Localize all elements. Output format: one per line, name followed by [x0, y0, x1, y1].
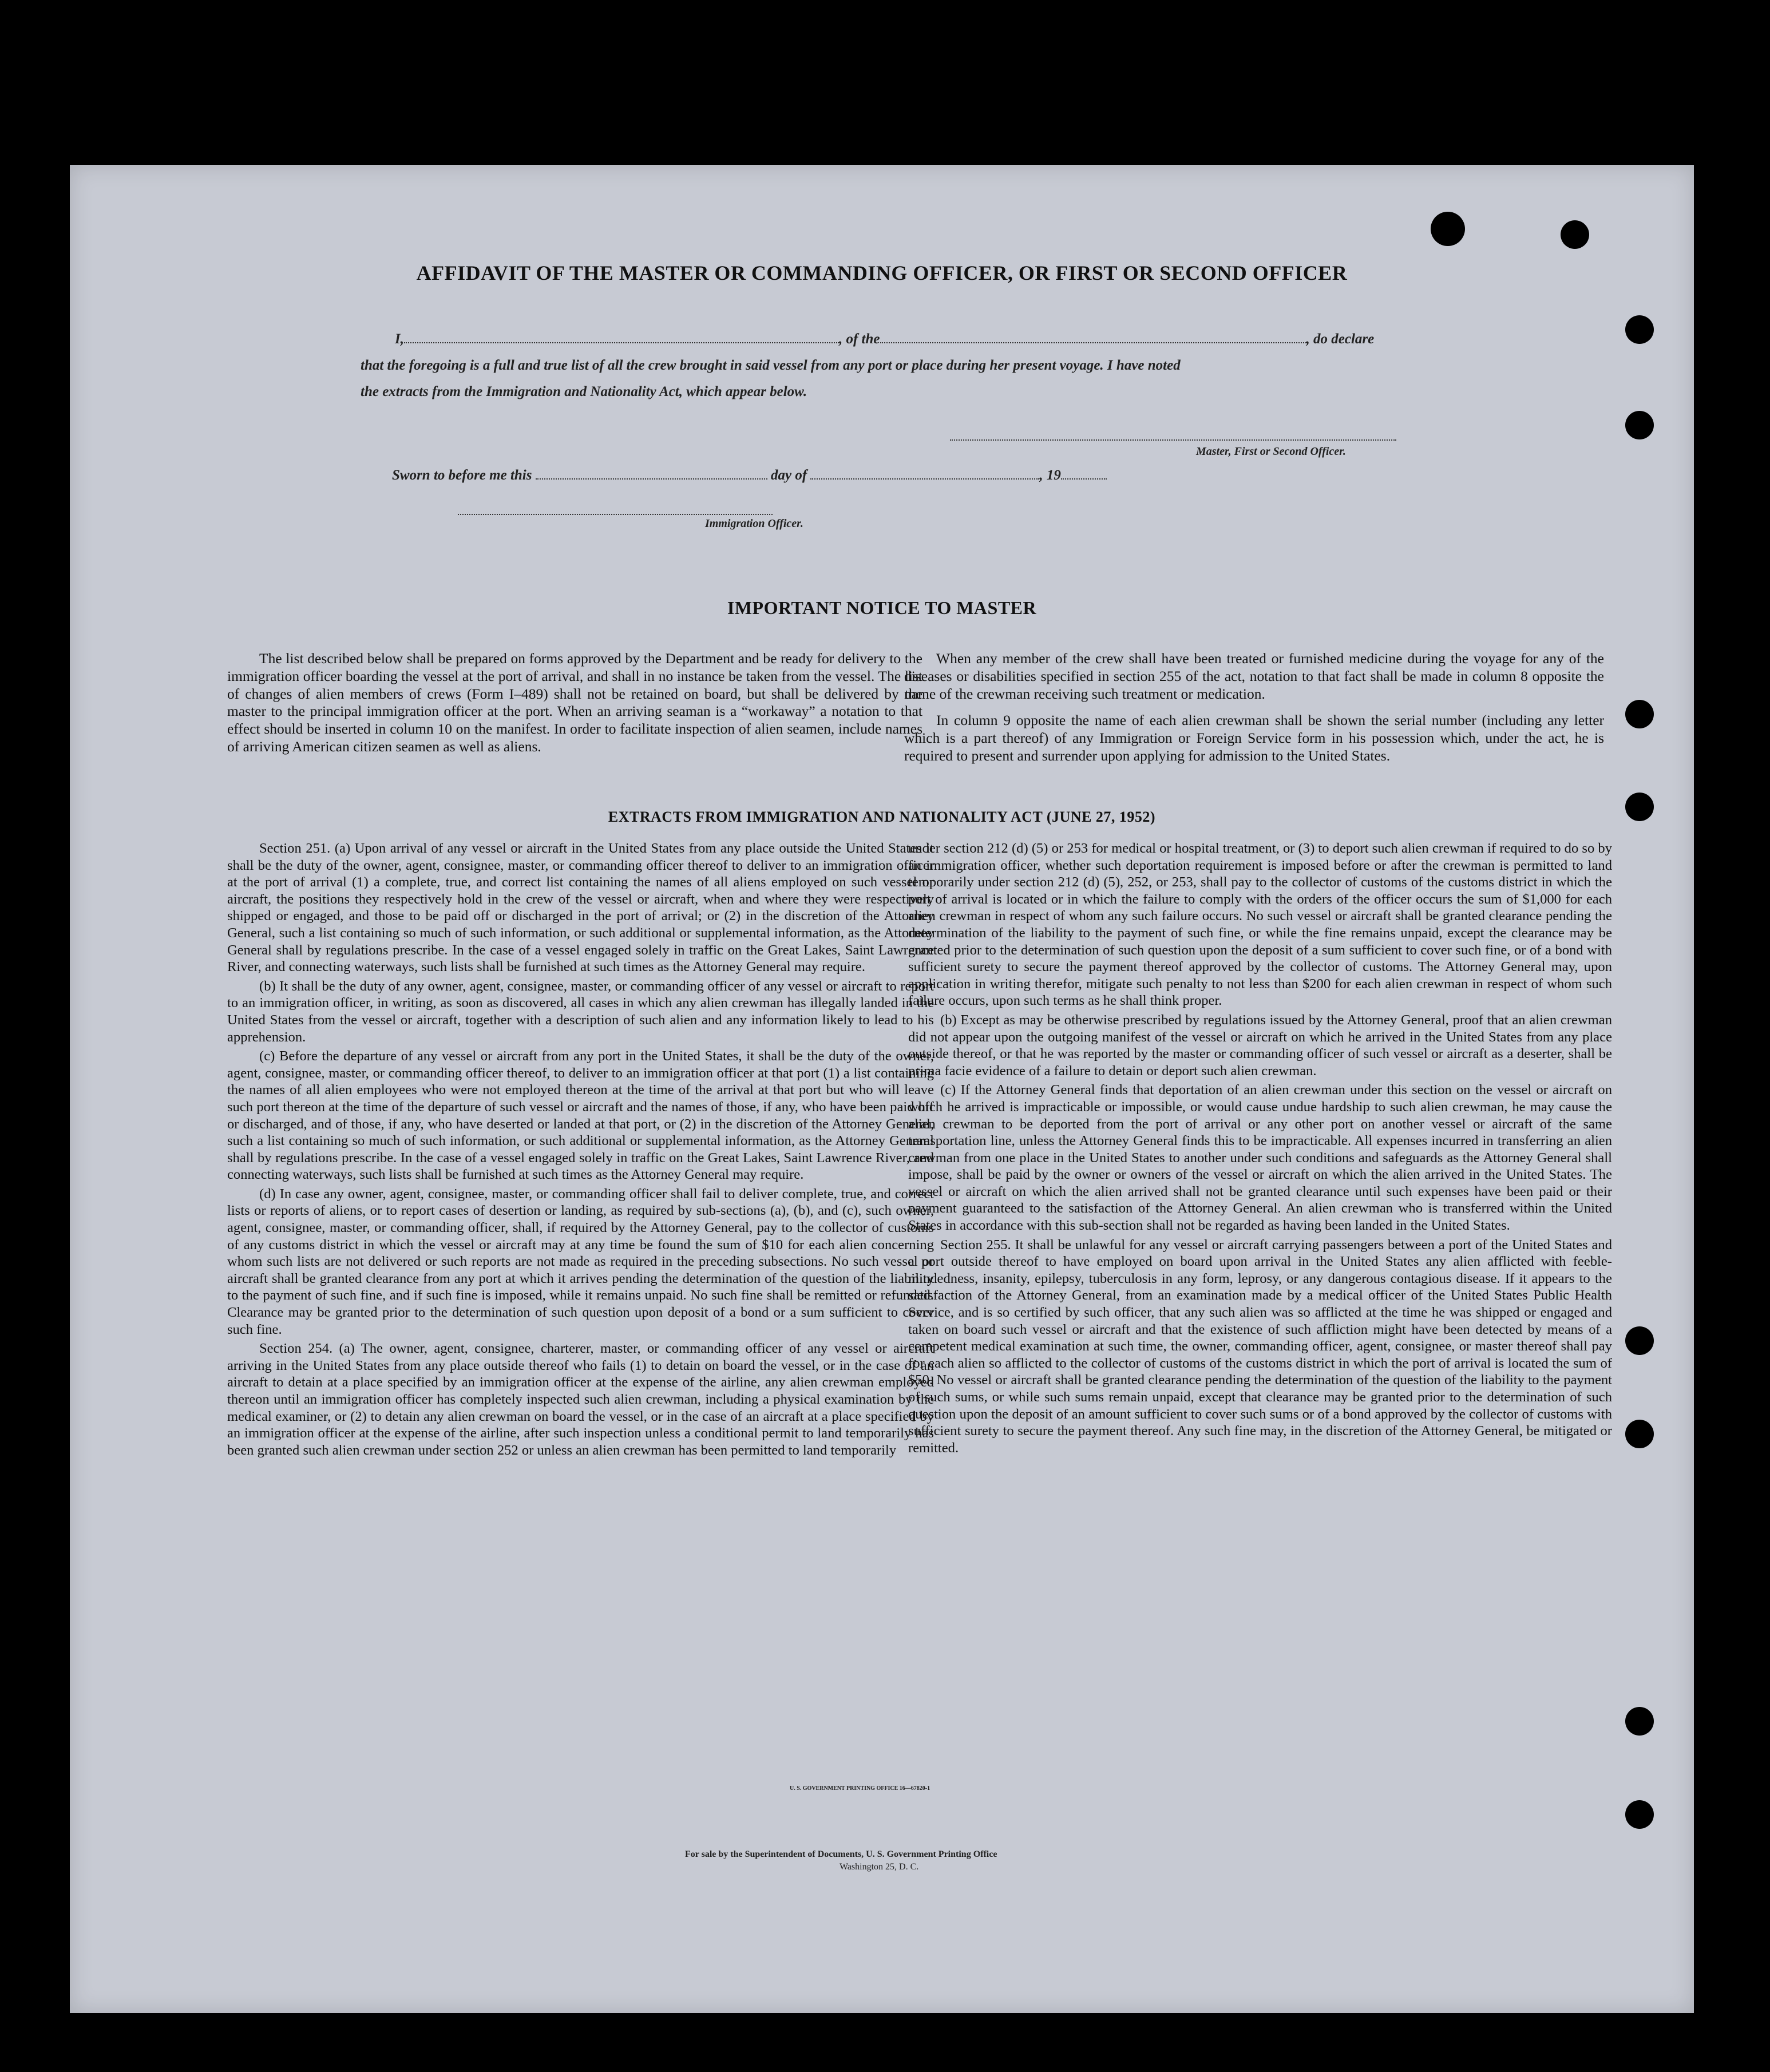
- extract-left-paragraph: Section 251. (a) Upon arrival of any vessel or aircraft in the United States from any place outside the United States it shall be the duty of the owner, agent, consignee, master, or commanding officer thereof to deliver to an immigration officer at the port of arrival (1) a complete, true, and correct list containing the names of all aliens employed on such vessel or aircraft, the positions they respectively hold in the crew of the vessel or aircraft, when and where they were respectively shipped or engaged, and those to be paid off or discharged in the port of arrival; or (2) in the discretion of the Attorney General, such a list containing so much of such information, or such additional or supplemental information, as the Attorney General shall by regulations prescribe. In the case of a vessel engaged solely in traffic on the Great Lakes, Saint Lawrence River, and connecting waterways, such lists shall be furnished at such times as the Attorney General may require.: [227, 841, 934, 975]
- notice-left-paragraph: The list described below shall be prepared on forms approved by the Department and be ready for delivery to the immigration officer boarding the vessel at the port of arrival, and shall in no instance be taken from the vessel. The list of changes of alien members of crews (Form I–489) shall not be retained on board, but shall be delivered by the master to the principal immigration officer at the port. When an arriving seaman is a “workaway” a notation to that effect should be inserted in column 10 on the manifest. In order to facilitate inspection of alien seamen, include names of arriving American citizen seamen as well as aliens.: [227, 650, 922, 755]
- torn-hole: [1431, 212, 1465, 246]
- notice-left-column: [227, 650, 922, 758]
- master-signature-line: [950, 428, 1396, 441]
- extract-right-paragraph: (b) Except as may be otherwise prescribed by regulations issued by the Attorney General, proof that an alien crewman did not appear upon the outgoing manifest of the vessel or aircraft on which he arrived in the United States from any place outside thereof, or that he was reported by the master or commanding officer of such vessel or aircraft as a deserter, shall be prima facie evidence of a failure to detain or deport such alien crewman.: [908, 1012, 1612, 1079]
- extracts-left-column: [227, 840, 934, 1461]
- notice-right-column: [904, 650, 1604, 767]
- notice-title: IMPORTANT NOTICE TO MASTER: [727, 597, 1037, 618]
- extract-right-paragraph: (c) If the Attorney General finds that deportation of an alien crewman under this section on the vessel or aircraft on which he arrived is impracticable or impossible, or would cause undue hardship to such alien crewman, he may cause the alien crewman to be deported from the port of arrival or any other port on another vessel or aircraft of the same transportation line, unless the Attorney General finds this to be impracticable. All expenses incurred in transferring an alien crewman from one place in the United States to another under such conditions and safeguards as the Attorney General shall impose, shall be paid by the owner or owners of the vessel or aircraft on which the alien arrived in the United States. The vessel or aircraft on which the alien arrived shall not be granted clearance until such expenses have been paid or their payment guaranteed to the satisfaction of the Attorney General. An alien crewman who is transferred within the United States in accordance with this sub-section shall not be regarded as having been landed in the United States.: [908, 1082, 1612, 1234]
- punch-hole: [1625, 1800, 1654, 1829]
- extracts-right-column: [908, 840, 1612, 1459]
- extract-left-paragraph: (c) Before the departure of any vessel or aircraft from any port in the United States, it shall be the duty of the owner, agent, consignee, master, or commanding officer thereof, to deliver to an immigration officer at that port (1) a list containing the names of all alien employees who were not employed thereon at the time of the arrival at that port but who will leave such port thereon at the time of the departure of such vessel or aircraft and the names of those, if any, who have been paid off or discharged, and of those, if any, who have deserted or landed at that port, or (2) in the discretion of the Attorney General, such a list containing so much of such information, or such additional or supplemental information, as the Attorney General shall by regulations prescribe. In the case of a vessel engaged solely in traffic on the Great Lakes, Saint Lawrence River, and connecting waterways, such lists shall be furnished at such times as the Attorney General may require.: [227, 1048, 934, 1183]
- punch-hole: [1625, 315, 1654, 344]
- sworn-month-blank: [810, 467, 1039, 480]
- notice-right-paragraph-1: When any member of the crew shall have been treated or furnished medicine during the voyage for any of the diseases or disabilities specified in section 255 of the act, notation to that fact shall be made in column 8 opposite the name of the crewman receiving such treatment or medication.: [904, 650, 1604, 702]
- extract-left-paragraph: (d) In case any owner, agent, consignee, master, or commanding officer shall fail to deliver complete, true, and correct lists or reports of aliens, or to report cases of desertion or landing, as required by sub-sections (a), (b), and (c), such owner, agent, consignee, master, or commanding officer, shall, if required by the Attorney General, pay to the collector of customs of any customs district in which the vessel or aircraft may at any time be found the sum of $10 for each alien concerning whom such lists are not delivered or such reports are not made as required in the preceding subsections. No such vessel or aircraft shall be granted clearance from any port at which it arrives pending the determination of the question of the liability to the payment of such fine, and if such fine is imposed, while it remains unpaid. No such fine shall be remitted or refunded. Clearance may be granted prior to the determination of such question upon deposit of a bond or a sum sufficient to cover such fine.: [227, 1186, 934, 1337]
- torn-hole: [1561, 220, 1589, 249]
- vessel-blank: [880, 331, 1306, 343]
- sworn-day-blank: [536, 467, 767, 480]
- affidavit-line-1: I, , of the , do declare: [395, 331, 1375, 347]
- sale-notice-line-2: Washington 25, D. C.: [840, 1862, 919, 1872]
- punch-hole: [1625, 411, 1654, 439]
- extracts-title: EXTRACTS FROM IMMIGRATION AND NATIONALITY ACT (JUNE 27, 1952): [608, 809, 1156, 825]
- sale-notice-line-1: For sale by the Superintendent of Documents, U. S. Government Printing Office: [685, 1849, 997, 1859]
- punch-hole: [1625, 700, 1654, 728]
- extract-left-paragraph: (b) It shall be the duty of any owner, agent, consignee, master, or commanding officer of any vessel or aircraft to report to an immigration officer, in writing, as soon as discovered, all cases in which any alien crewman has illegally landed in the United States from the vessel or aircraft, together with a description of such alien and any information likely to lead to his apprehension.: [227, 978, 934, 1045]
- affidavit-title: AFFIDAVIT OF THE MASTER OR COMMANDING OFFICER, OR FIRST OR SECOND OFFICER: [416, 262, 1348, 284]
- extract-right-paragraph: Section 255. It shall be unlawful for any vessel or aircraft carrying passengers between a port of the United States and a port outside thereof to have employed on board upon arrival in the United States any alien afflicted with feeble-mindedness, insanity, epilepsy, tuberculosis in any form, leprosy, or any dangerous contagious disease. If it appears to the satisfaction of the Attorney General, from an examination made by a medical officer of the United States Public Health Service, and is so certified by such officer, that any such alien was so afflicted at the time he was shipped or engaged and taken on board such vessel or aircraft and that the existence of such affliction might have been detected by means of a competent medical examination at such time, the owner, commanding officer, agent, consignee, or master thereof shall pay for each alien so afflicted to the collector of customs of the customs district in which the port of arrival is located the sum of $50. No vessel or aircraft shall be granted clearance pending the determination of the question of the liability to the payment of such sums, or while such sums remain unpaid, except that clearance may be granted prior to the determination of such question upon the deposit of an amount sufficient to cover such sums or of a bond approved by the collector of customs with sufficient surety to secure the payment thereof. Any such fine may, in the discretion of the Attorney General, be mitigated or remitted.: [908, 1237, 1612, 1456]
- extract-right-paragraph: under section 212 (d) (5) or 253 for medical or hospital treatment, or (3) to deport such alien crewman if required to do so by an immigration officer, whether such deportation requirement is imposed before or after the crewman is permitted to land temporarily under section 212 (d) (5), 252, or 253, shall pay to the collector of customs of the customs district in which the port of arrival is located or in which the failure to comply with the orders of the officer occurs the sum of $1,000 for each alien crewman in respect of whom any such failure occurs. No such vessel or aircraft shall be granted clearance pending the determination of the liability to the payment of such fine, or while the fine remains unpaid, except the clearance may be granted prior to the determination of such question upon the deposit of a sum sufficient to cover such fine, or of a bond with sufficient surety to secure the payment thereof approved by the collector of customs. The Attorney General may, upon application in writing therefor, mitigate such penalty to not less than $200 for each alien crewman in respect of whom such failure occurs, upon such terms as he shall think proper.: [908, 841, 1612, 1009]
- extract-left-paragraph: Section 254. (a) The owner, agent, consignee, charterer, master, or commanding officer of any vessel or aircraft arriving in the United States from any place outside thereof who fails (1) to detain on board the vessel, or in the case of an aircraft to detain at a place specified by an immigration officer at the expense of the airline, any alien crewman employed thereon until an immigration officer has completely inspected such alien crewman, including a physical examination by the medical examiner, or (2) to detain any alien crewman on board the vessel, or in the case of an aircraft at a place specified by an immigration officer at the expense of the airline, after such inspection unless a conditional permit to land temporarily has been granted such alien crewman under section 252 or unless an alien crewman has been permitted to land temporarily: [227, 1341, 934, 1458]
- punch-hole: [1625, 1326, 1654, 1355]
- name-blank: [404, 331, 839, 343]
- sworn-year-blank: [1061, 467, 1107, 480]
- punch-hole: [1625, 1420, 1654, 1448]
- punch-hole: [1625, 1707, 1654, 1736]
- affidavit-line-2: that the foregoing is a full and true list of all the crew brought in said vessel from any port or place during her present voyage. I have noted: [361, 358, 1181, 373]
- immigration-officer-label: Immigration Officer.: [705, 517, 803, 530]
- immigration-officer-signature-line: [458, 502, 773, 515]
- gpo-imprint: U. S. GOVERNMENT PRINTING OFFICE 16—67820-1: [790, 1785, 930, 1792]
- sworn-line: Sworn to before me this day of , 19: [392, 467, 1107, 484]
- notice-right-paragraph-2: In column 9 opposite the name of each alien crewman shall be shown the serial number (including any letter which is a part thereof) of any Immigration or Foreign Service form in his possession which, under the act, he is required to present and surrender upon applying for admission to the United States.: [904, 712, 1604, 764]
- master-label: Master, First or Second Officer.: [1196, 445, 1346, 458]
- document-page: [70, 165, 1694, 2013]
- punch-hole: [1625, 793, 1654, 821]
- affidavit-line-3: the extracts from the Immigration and Nationality Act, which appear below.: [361, 384, 807, 399]
